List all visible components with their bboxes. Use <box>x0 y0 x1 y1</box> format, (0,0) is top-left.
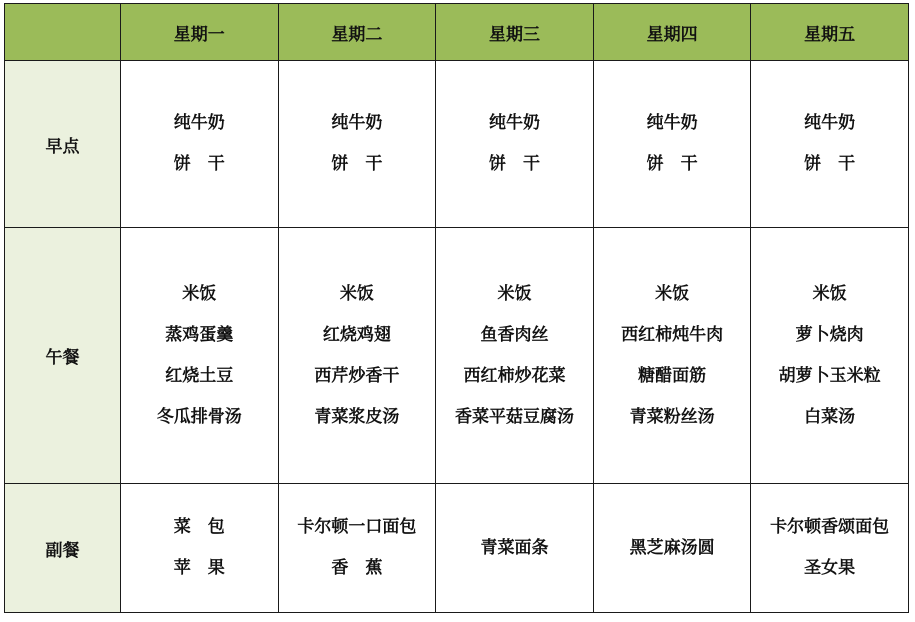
dish-name: 西芹炒香干 <box>314 365 400 386</box>
dish-name: 黑芝麻汤圆 <box>629 537 715 558</box>
menu-cell <box>593 228 751 484</box>
table-row <box>5 484 909 613</box>
dish-name: 菜 包 <box>173 517 225 537</box>
table-row <box>5 61 909 228</box>
dish-name: 香 蕉 <box>331 558 383 578</box>
menu-cell <box>278 228 436 484</box>
table-row <box>5 228 909 484</box>
menu-cell <box>121 228 279 484</box>
dish-name: 米饭 <box>812 283 847 304</box>
row-label-extra-meal: 副餐 <box>5 484 121 613</box>
header-row <box>5 4 909 61</box>
dish-name: 西红柿炒花菜 <box>463 365 566 386</box>
dish-name: 白菜汤 <box>804 406 856 427</box>
row-label-lunch: 午餐 <box>5 228 121 484</box>
dish-name: 纯牛奶 <box>646 113 698 133</box>
header-day-1: 星期一 <box>121 4 279 61</box>
dish-name: 圣女果 <box>804 558 856 578</box>
menu-cell <box>278 484 436 613</box>
dish-name: 纯牛奶 <box>173 113 225 133</box>
dish-name: 饼 干 <box>804 154 856 174</box>
menu-cell <box>751 484 909 613</box>
menu-cell <box>436 484 594 613</box>
weekly-menu-table <box>4 3 909 613</box>
dish-name: 饼 干 <box>173 154 225 174</box>
dish-name: 青菜浆皮汤 <box>314 406 400 427</box>
menu-cell <box>121 484 279 613</box>
menu-cell <box>593 484 751 613</box>
dish-name: 米饭 <box>339 283 374 304</box>
menu-cell <box>436 61 594 228</box>
menu-cell <box>121 61 279 228</box>
header-day-3: 星期三 <box>436 4 594 61</box>
dish-name: 糖醋面筋 <box>638 365 707 386</box>
dish-name: 饼 干 <box>331 154 383 174</box>
dish-name: 萝卜烧肉 <box>795 324 864 345</box>
dish-name: 西红柿炖牛肉 <box>621 324 724 345</box>
dish-name: 米饭 <box>655 283 690 304</box>
menu-cell <box>593 61 751 228</box>
dish-name: 红烧鸡翅 <box>322 324 391 345</box>
menu-cell <box>278 61 436 228</box>
dish-name: 米饭 <box>497 283 532 304</box>
dish-name: 香菜平菇豆腐汤 <box>454 406 574 427</box>
dish-name: 鱼香肉丝 <box>480 324 549 345</box>
menu-cell <box>436 228 594 484</box>
dish-name: 冬瓜排骨汤 <box>156 406 242 427</box>
dish-name: 卡尔顿香颂面包 <box>770 517 890 537</box>
dish-name: 苹 果 <box>173 558 225 578</box>
dish-name: 纯牛奶 <box>331 113 383 133</box>
dish-name: 纯牛奶 <box>804 113 856 133</box>
menu-cell <box>751 61 909 228</box>
header-day-5: 星期五 <box>751 4 909 61</box>
corner-cell <box>5 4 121 61</box>
dish-name: 青菜粉丝汤 <box>629 406 715 427</box>
header-day-4: 星期四 <box>593 4 751 61</box>
dish-name: 青菜面条 <box>480 537 549 558</box>
dish-name: 饼 干 <box>488 154 540 174</box>
dish-name: 蒸鸡蛋羹 <box>165 324 234 345</box>
menu-cell <box>751 228 909 484</box>
header-day-2: 星期二 <box>278 4 436 61</box>
dish-name: 红烧土豆 <box>165 365 234 386</box>
dish-name: 饼 干 <box>646 154 698 174</box>
dish-name: 胡萝卜玉米粒 <box>778 365 881 386</box>
row-label-breakfast: 早点 <box>5 61 121 228</box>
dish-name: 卡尔顿一口面包 <box>297 517 417 537</box>
dish-name: 米饭 <box>182 283 217 304</box>
dish-name: 纯牛奶 <box>488 113 540 133</box>
